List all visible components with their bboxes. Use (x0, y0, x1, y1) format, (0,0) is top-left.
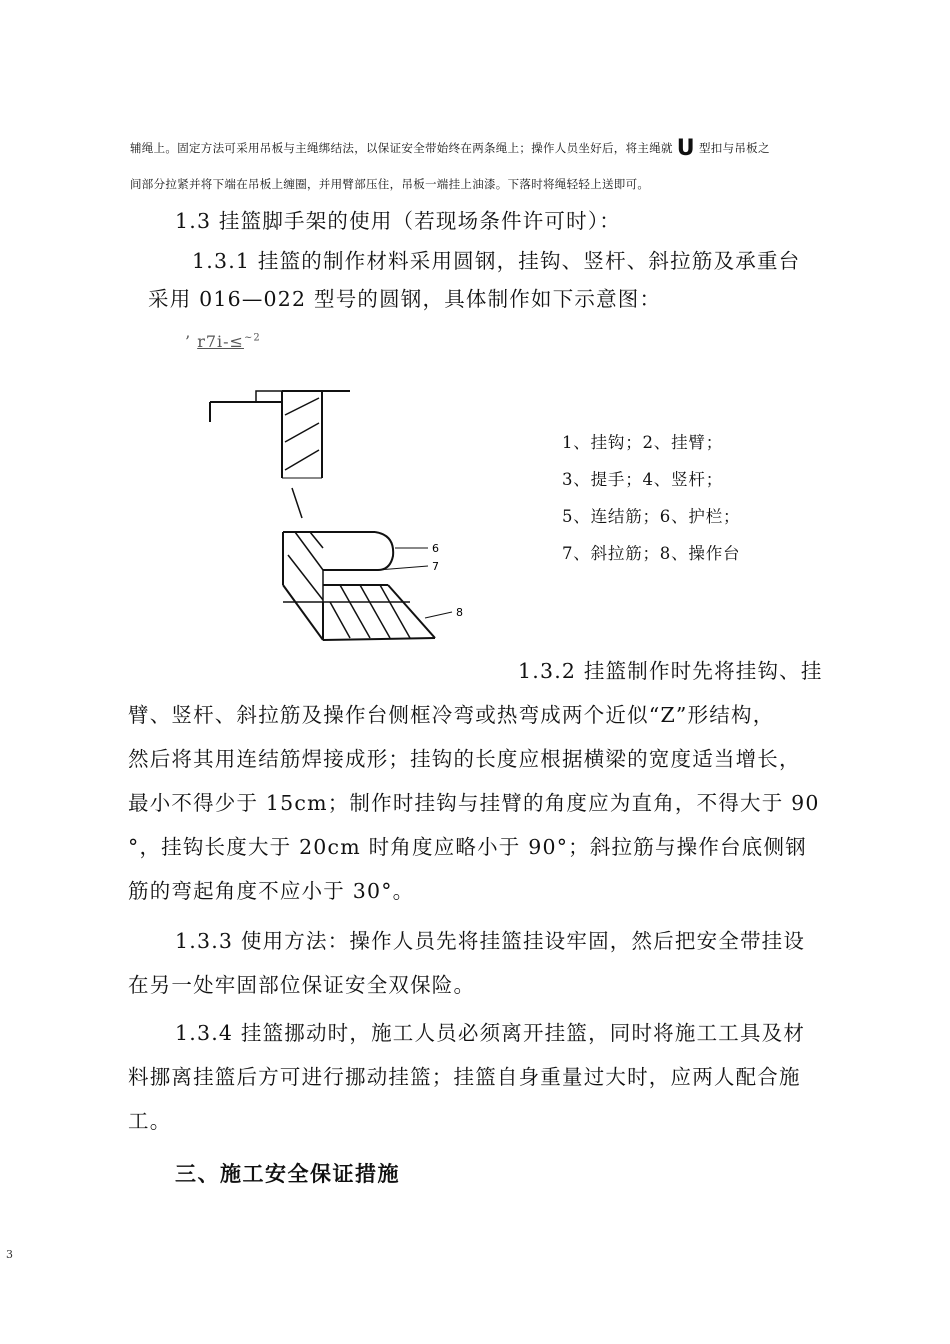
handle-rect (256, 391, 282, 402)
paragraph-1-3-1-line-2: 采用 016—022 型号的圆钢，具体制作如下示意图： (148, 287, 662, 311)
section-1-3-title: 1.3 挂篮脚手架的使用（若现场条件许可时）： (175, 209, 621, 233)
platform-hatch-4 (330, 602, 350, 638)
post-hatch-3 (285, 450, 319, 470)
legend-line-1: 1、挂钩；2、挂臂； (562, 433, 723, 452)
basket-hatch-a (295, 532, 323, 570)
basket-hatch-c (310, 532, 323, 548)
paragraph-1-3-3-line-1: 1.3.3 使用方法：操作人员先将挂篮挂设牢固，然后把安全带挂设 (175, 929, 806, 953)
figure-garbled-caption (185, 332, 261, 351)
legend-line-2: 3、提手；4、竖杆； (562, 470, 723, 489)
paragraph-1-3-1-line-1: 1.3.1 挂篮的制作材料采用圆钢，挂钩、竖杆、斜拉筋及承重台 (192, 249, 801, 273)
garbled-prefix: ’ (185, 332, 192, 351)
platform-hatch-2 (360, 585, 390, 638)
callout-8: 8 (456, 606, 463, 619)
intro-line-1-text-b: 型扣与吊板之 (698, 141, 770, 155)
callout-8-leader (425, 612, 452, 618)
intro-line-1-text-a: 辅绳上。固定方法可采用吊板与主绳绑结法，以保证安全带始终在两条绳上；操作人员坐好后，将主绳就 (130, 141, 673, 155)
intro-line-2: 间部分拉紧并将下端在吊板上缠圈，并用臂部压住，吊板一端挂上油漆。下落时将绳轻轻上送即可。 (130, 177, 650, 191)
section-3-heading: 三、施工安全保证措施 (175, 1161, 400, 1186)
paragraph-1-3-2-line-4: 最小不得少于 15cm；制作时挂钩与挂臂的角度应为直角，不得大于 90 (128, 791, 820, 815)
page-number: 3 (6, 1248, 13, 1261)
post-hatch-1 (285, 398, 319, 415)
hanging-basket-diagram (200, 380, 480, 650)
diagonal-connector (292, 488, 302, 518)
paragraph-1-3-4-line-2: 料挪离挂篮后方可进行挪动挂篮；挂篮自身重量过大时，应两人配合施 (128, 1065, 801, 1089)
paragraph-1-3-2-line-3: 然后将其用连结筋焊接成形；挂钩的长度应根据横梁的宽度适当增长， (128, 747, 801, 771)
intro-line-1 (130, 136, 770, 161)
callout-7: 7 (432, 560, 439, 573)
paragraph-1-3-4-line-1: 1.3.4 挂篮挪动时，施工人员必须离开挂篮，同时将施工工具及材 (175, 1021, 806, 1045)
garbled-text: r7i-≤ (197, 332, 244, 351)
paragraph-1-3-2-line-6: 筋的弯起角度不应小于 30°。 (128, 879, 415, 903)
paragraph-1-3-2-line-2: 臂、竖杆、斜拉筋及操作台侧框冷弯或热弯成两个近似“Z”形结构， (128, 703, 775, 727)
basket-bottom-edge (323, 638, 435, 640)
garbled-superscript: ~2 (243, 332, 261, 344)
paragraph-1-3-2-line-5: °，挂钩长度大于 20cm 时角度应略小于 90°；斜拉筋与操作台底侧钢 (128, 835, 807, 859)
guardrail-curve (375, 532, 393, 570)
callout-6: 6 (432, 542, 439, 555)
paragraph-1-3-3-line-2: 在另一处牢固部位保证安全双保险。 (128, 973, 476, 997)
post-hatch-2 (285, 423, 319, 442)
paragraph-1-3-2-line-1: 1.3.2 挂篮制作时先将挂钩、挂 (518, 659, 823, 683)
legend-line-3: 5、连结筋；6、护栏； (562, 507, 741, 526)
u-glyph: U (676, 136, 695, 161)
paragraph-1-3-4-line-3: 工。 (128, 1109, 172, 1133)
platform-hatch-1 (340, 585, 370, 638)
legend-line-4: 7、斜拉筋；8、操作台 (562, 544, 741, 563)
